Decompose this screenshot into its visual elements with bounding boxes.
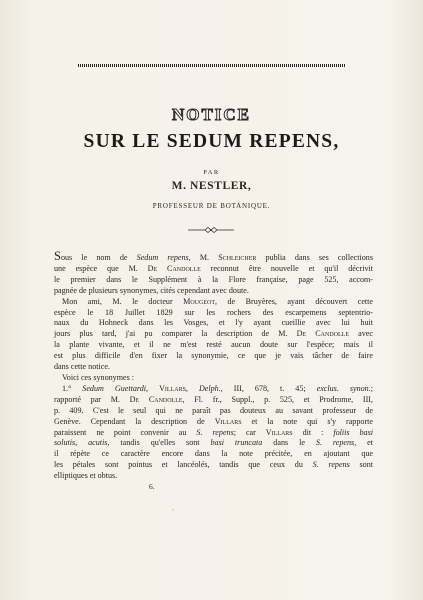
text-line: p. 409. C'est le seul qui ne paraît pas douteux au savant professeur de: [54, 405, 373, 415]
text-line: Sous le nom de Sedum repens, M. Schleicher publia dans ses collections: [54, 249, 373, 263]
author-name: M. NESTLER,: [171, 180, 252, 192]
text-line: pagnée de plusieurs synonymes, cités cependant avec doute.: [54, 285, 249, 295]
ornamental-divider-icon: [187, 226, 235, 234]
author-role: PROFESSEUR DE BOTANIQUE.: [152, 202, 271, 210]
text-line: Genève. Cependant la description de Villars et la note qui s'y rapporte: [54, 416, 373, 426]
text-line: rapporté par M. De Candolle, Fl. fr., Suppl., p. 525, et Prodrome, III,: [54, 394, 373, 404]
text-line: solutis, acutis, tandis qu'elles sont basi truncata dans le S. repens, et: [54, 438, 374, 448]
text-line: une espèce que M. De Candolle reconnut être nouvelle et qu'il décrivit: [54, 263, 373, 273]
text-line: espèce le 18 Juillet 1829 sur les rochers des escarpemens septentrio-: [54, 307, 373, 317]
dotted-rule-icon: [78, 64, 346, 67]
text-line: 1.° Sedum Guettardi, Villars, Delph., III, 678, t. 45; exclus. synon.;: [62, 383, 373, 393]
text-line: elliptiques et obtus.: [54, 471, 118, 481]
text-line: la plante vivante, et il ne m'est resté aucun doute sur l'espèce; mais il: [54, 340, 373, 350]
text-line: est plus difficile d'en fixer la synonymie, ce que je vais tâcher de faire: [54, 351, 373, 361]
signature-mark: 6.: [149, 482, 155, 492]
text-line: naux du Hohneck dans les Vosges, et l'y ayant cueillie avec lui huit: [54, 318, 373, 328]
body-text: [54, 249, 374, 493]
text-line: Voici ces synonymes :: [62, 372, 135, 382]
par-label: PAR: [203, 169, 220, 176]
text-line: dans cette notice.: [54, 362, 110, 372]
page-title: SUR LE SEDUM REPENS,: [83, 131, 340, 152]
text-line: il répète ce caractère encore dans la note précitée, en ajoutant que: [54, 449, 373, 459]
stray-mark: ʼ: [172, 509, 174, 515]
text-line: les pétales sont pointus et lancéolés, tandis que ceux du S. repens sont: [54, 460, 374, 470]
text-line: Mon ami, M. le docteur Mougeot, de Bruyères, ayant découvert cette: [62, 296, 373, 306]
text-line: le premier dans le Supplément à la Flore française, page 525, accom-: [54, 274, 373, 284]
text-line: paraissent ne point convenir au S. repens; car Villars dit : foliis basi: [54, 427, 373, 437]
notice-heading: NOTICE: [171, 105, 252, 124]
text-line: jours plus tard, j'ai pu comparer la description de M. De Candolle avec: [54, 329, 373, 339]
